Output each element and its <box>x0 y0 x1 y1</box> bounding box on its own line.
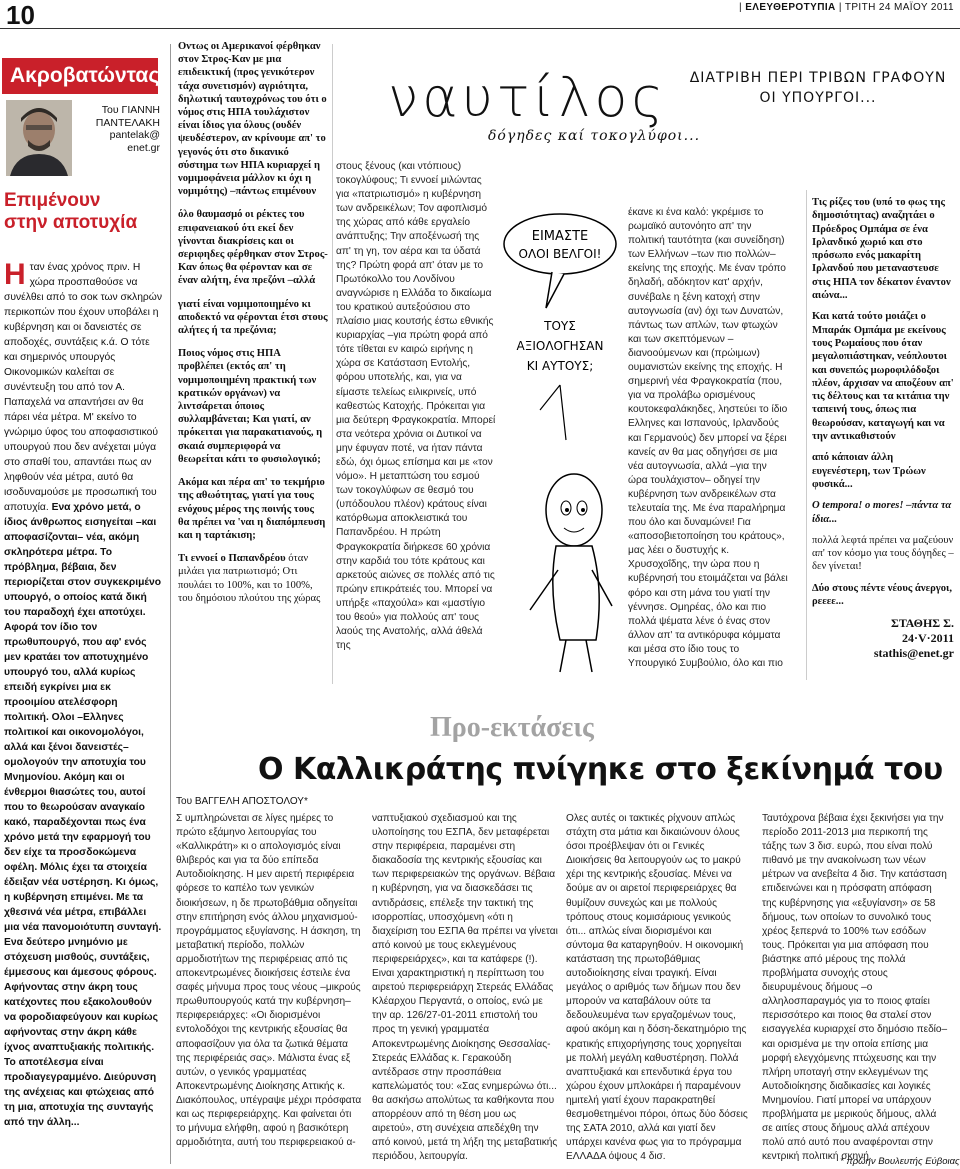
cartoon-bubble-text: ΚΙ ΑΥΤΟΥΣ; <box>526 359 594 373</box>
cartoon-bubble-text: ΟΛΟΙ ΒΕΛΓΟΙ! <box>518 247 602 261</box>
cartoon <box>500 210 620 680</box>
column-header: Ακροβατώντας <box>2 58 158 94</box>
column-text: στους ξένους (και ντόπιους) τοκογλύφους; Τι εννοεί μιλώντας για «πατριωτισμό» η κυβέρνηση των ανδρεικέλων; Τον αφοπλισμό της χώρας από κάθε εργαλείο ανάπτυξης; Την αποξένωσή της απ' τη γη, τον αέρα και τα ύδατά της? Πρώτη φορά απ' όταν με το Πρωτόκολλο του Λονδίνου αναγνώρισε η Ελλάδα το δικαίωμα του κρατικού αυτεξούσιου στο πλαίσιο μιας κουτσής έστω εθνικής κυριαρχίας –για πρώτη φορά από τότε τίθεται εν καιρώ ειρήνης η χώρα σε Κατάσταση Εντολής, φόρου υποτελής, και, για να είμαστε τελείως ειλικρινείς, υπό καθεστώς Κατοχής. Πρόκειται για μια δεύτερη Φραγκοκρατία. Μπορεί στα νεότερα χρόνια οι Δυτικοί να μην έφυγαν ποτέ, να ήταν πάντα εδώ, όχι όμως επίσημα και με «τον νόμο». Η μεταπτώση του εσμού των τοκογλύφων σε θεσμό του (υπόδουλου πλέον) κράτους είναι κατόρθωμα αποκλειστικά του Παπανδρέου. Η πρώτη Φραγκοκρατία διήρκεσε 60 χρόνια στην καρδιά του τότε κράτους και αρκετούς αιώνες σε πολλές από τις πρώην επικράτειές του. Μπορεί να υπήρξε «παχούλα» και «μαστίγιο του θεού» για πολλούς απ' τους λαούς της Ανατολής, αλλά άθελά της <box>336 161 496 652</box>
column-text: Οντως οι Αμερικανοί φέρθηκαν στον Στρος-Καν με μια επιδεικτική (προς γενικότερον τάχα συνετισμόν) αγριότητα, δηλωτική ταυτοχρόνως του ότι ο νόμος στις ΗΠΑ τουλάχιστον είναι ίδιος για όλους (ουδέν ψευδέστερον, αν κρίνουμε απ' το γεγονός ότι στο δικανικό σύστημα των ΗΠΑ κυριαρχεί η νομιμοφάνεια μάλλον κι όχι η νομιμότης) –πάντως επιμένουν όλο θαυμασμό οι ρέκτες του επιφανειακού ότι εκεί δεν γίνονται διακρίσεις και οι σεριφηδες φέρθηκαν στον Στρος-Καν όπως θα φέρονταν και σε έναν αλήτη, ένα πρεζόνι –αλλά γιατί είναι νομιμοποιημένο κι αποδεκτό να φέρονται έτσι στους αλήτες ή τα πρεζόνια; Ποιος νόμος στις ΗΠΑ προβλέπει (εκτός απ' τη νομιμοποιημένη πρακτική των κρατικών οργάνων) να λιντσάρεται όποιος συλλαμβάνεται; Και γιατί, αν πρόκειται για παρακατιανούς, η σκαιά συμπεριφορά να θεωρείται κάτι το φυσιολογικό; Ακόμα και πέρα απ' το τεκμήριο της αθωότητας, γιατί για τους ενόχους μέρος της ποινής τους θα πρέπει να 'ναι η διαπόμπευση και η ταρτάκιση; Τι εννοεί ο Παπανδρέου όταν μιλάει για πατριωτισμό; Οτι πουλάει το 100%, και το 100%, του δημόσιου πλούτου της χώρας <box>178 41 328 604</box>
column-subtitle: δόγηδες καί τοκογλύφοι... <box>488 128 701 144</box>
section-kicker: Προ-εκτάσεις <box>430 712 594 743</box>
banner-caption: ΔΙΑΤΡΙΒΗ ΠΕΡΙ ΤΡΙΒΩΝ ΓΡΑΦΟΥΝ ΟΙ ΥΠΟΥΡΓΟΙ... <box>689 70 947 106</box>
signature: ΣΤΑΘΗΣ Σ. 24·V·2011 stathis@enet.gr <box>873 616 954 661</box>
drop-cap: Η <box>4 258 26 291</box>
author-credit: Του ΓΙΑΝΝΗ ΠΑΝΤΕΛΑΚΗ pantelak@ enet.gr <box>95 104 160 154</box>
article-title: Επιμένουν στην αποτυχία <box>4 190 138 233</box>
article-column: ναπτυξιακού σχεδιασμού και της υλοποίησης του ΕΣΠΑ, δεν μεταφέρεται στην περιφέρεια, παραμένει στη διακαδοσία της κεντρικής εξουσίας και των περιφερειακών της οργάνων. Βέβαια η κυβέρνηση, για να διασκεδάσει τις αντιδράσεις, επέλεξε την τακτική της ισορροπίας, υποσχόμενη «ότι η διαχείριση του ΕΣΠΑ θα πρέπει να γίνεται από κοινού με τους εκλεγμένους περιφερειάρχες», και τα κατάφερε (!). Ειναι χαρακτηριστική η περίπτωση του αιρετού περιφερειάρχη Στερεάς Ελλάδας Κλέαρχου Περγαντά, ο οποίος, ενώ με την αρ. 126/27-01-2011 επιστολή του προς τη γενική γραμματέα Αποκεντρωμένης Διοίκησης Θεσσαλίας-Στερεάς Ελλάδας κ. Γερακούδη αντέδρασε στην προσπάθεια καπελώματός του: «Σας ενημερώνω ότι... θα ασκήσω απολύτως τα καθήκοντα που απορρέουν από τη θέση μου ως αιρετού», στη συνέχεια απεδέχθη την από κοινού, μετά τη λήξη της μεταβατικής περιόδου, λειτουργία. <box>372 813 558 1163</box>
column-text: έκανε κι ένα καλό: γκρέμισε το ρωμαϊκό αυτονόητο απ' την πολιτική ταυτότητα (και συνείδηση) των Ελλήνων –των πιο πολλών– εκείνης της εποχής. Με έναν τρόπο δηλαδή, αδόκητον κατ' αρχήν, συνέβαλε η ξένη κατοχή στην αυτογνωσία (αν) όχι των Δυνατών, πάντως των απλών, των φτωχών και των σκεπτόμενων –διανοούμενων και (πρώιμων) ουμανιστών εκείνης της εποχής. Η σημερινή νέα Φραγκοκρατία (που, για να προλάβω ορισμένους κουτοκεφαλάκηδες, ληστεύει το ίδιο Ελληνες και Ισπανούς, Ιρλανδούς και Γερμανούς) δεν μπορεί να ξέρει κανείς αν θα μας οδηγήσει σε μια νέα αυτογνωσία, αλλά –για την ώρα τουλάχιστον– οδηγεί την κυβέρνηση των ανδρεικέλων στα τελευταία της. Με ένα παραλήρημα που όλο και δυναμώνει! Για «αποσοβιετοποίηση του κράτους», μας λέει ο δυστυχής κ. Χρυσοχοΐδης, την ώρα που η κυβέρνησή του ετοιμάζεται να βάλει φόρο και στη μάνα του γιατί την γέννησε. Ομηρέας, όλο και πιο πολλά ψέματα λένε ό ένας στον άλλον απ' τα αντικόρυφα κόμματα και μέσα στο ίδιο τους το Υπουργικό Συμβούλιο, όλο και πιο <box>628 207 788 669</box>
column-text: Τις ρίζες του (υπό το φως της δημοσιότητας) αναζητάει ο Πρόεδρος Ομπάμα σε ένα Ιρλανδικό χωριό και στο πρόσωπο ενός μακαρίτη Ιρλανδού που μεταναστευσε στις ΗΠΑ τον δέκατον έναντον αιώνα... Και κατά τούτο μοιάζει ο Μπαράκ Ομπάμα με εκείνους τους Ρωμαίους που όταν μεγαλοπιάστηκαν, νεόπλουτοι και συνεπώς μωροφιλόδοξοι πλέον, άρχισαν να αποζέουν απ' τις δέλτους και τα κιτάπια την ταπεινή τους, όπως πια θεωρούσαν, καταγωγή και να την αντικαθιστούν από κάποιαν άλλη ευγενέστερη, των Τρώων φυσικά... O tempora! o mores! –πάντα τα ίδια... πολλά λεφτά πρέπει να μαζεύουν απ' τον κόσμο για τους δόγηδες –δεν γίνεται! Δύο στους πέντε νέους άνεργοι, ρεεεε... ΣΤΑΘΗΣ Σ. 24·V·2011 stathis@enet.gr <box>812 197 954 661</box>
byline: Του ΒΑΓΓΕΛΗ ΑΠΟΣΤΟΛΟΥ* <box>176 796 308 807</box>
article-body: Ηταν ένας χρόνος πριν. Η χώρα προσπαθούσε να συνέλθει από το σοκ των σκληρών περικοπών που έχουν υποβάλει η κυβέρνηση και οι δανειστές σε αποδοχές, συντάξεις κ.ά. Ο τότε και σημερινός υπουργός Οικονομικών καλείται σε συνέντευξη του από τον Α. Παπαχελά να απαντήσει αν θα πάρει νέα μέτρα. Μ' εκείνο το γνώριμο ύφος του αποφασιστικού υπουργού που δεν ανέχεται μύγα στο σπαθί του, απαντάει πως αν ληφθούν νέα μέτρα, αυτό θα ισοδυναμούσε με προσωπική του αποτυχία. Ενα χρόνο μετά, ο ίδιος άνθρωπος εισηγείται –και αποφασίζονται– νέα, ακόμη σκληρότερα μέτρα. Το πρόβλημα, βέβαια, δεν περιορίζεται στον συγκεκριμένο υπουργό, ο οποίος κατά δική του παραδοχή έχει αποτύχει. Αφορά τον ίδιο τον πρωθυπουργό, που αφ' ενός μεν κρατάει τον αποτυχημένο υπουργό του, αλλά κυρίως επειδή εγκρίνει μια εκ προοιμίου ατελέσφορη πολιτική. Ολοι –Ελληνες πολιτικοί και οικονομολόγοι, αλλά και ξένοι δανειστές– ομολογούν την αποτυχία του Μνημονίου. Ακόμη και οι ένθερμοι θιασώτες του, αυτοί που το θεωρούσαν αναγκαίο κακό, παραδέχονται πως ένα χρόνο μετά την εφαρμογή του δεν είχε τα προσδοκώμενα οφέλη. Μόλις έχει τα στοιχεία έδειξαν νέα υστέρηση. Κι όμως, η κυβέρνηση επιμένει. Με τα χθεσινά νέα μέτρα, επιβάλλει μια νέα πανομοιότυπη συνταγή. Ενα δεύτερο μνημόνιο με στόχευση μισθούς, συντάξεις, έμμεσους και άμεσους φόρους. Αφήνοντας στην άκρη τους κατέχοντες που εξακολουθούν να φοροδιαφεύγουν και κυρίως αφήνοντας στην άκρη κάθε ίχνος αναπτυξιακής πολιτικής. Το αποτέλεσμα είναι προδιαγεγραμμένο. Διεύρυνση της ανέχειας και φτώχειας από τη μια, αποτυχία της συνταγής από την άλλη... <box>4 258 162 1128</box>
cartoon-bubble-text: ΑΞΙΟΛΟΓΗΣΑΝ <box>516 339 604 353</box>
header-rule <box>0 28 960 29</box>
masthead-line: | ΕΛΕΥΘΕΡΟΤΥΠΙΑ | ΤΡΙΤΗ 24 ΜΑΪΟΥ 2011 <box>739 2 954 13</box>
paper-name: ΕΛΕΥΘΕΡΟΤΥΠΙΑ <box>745 2 836 13</box>
column-divider <box>170 44 171 1164</box>
article-column: Ολες αυτές οι τακτικές ρίχνουν απλώς στάχτη στα μάτια και δικαιώνουν όλους όσοι προέβλεψαν ότι οι Γενικές Διοικήσεις θα λειτουργούν ως το μακρύ χέρι της κεντρικής εξουσίας. Μένει να δούμε αν οι αιρετοί περιφερειάρχες θα θυμίζουν συνεχώς και με πολλούς τρόπους στους κομισάριους γενικούς ότι... απλώς είναι διορισμένοι και σύντομα θα καταργηθούν. Η οικονομική κατάσταση της πρωτοβάθμιας αυτοδιοίκησης είναι τραγική. Είναι μεγάλος ο αριθμός των δήμων που δεν μπορούν να καταβάλουν ούτε τα δεδουλευμένα των εργαζομένων τους, αφού ακόμη και η δόση-δεκατημόριο της κρατικής επιχορήγησης τους χορηγείται με πολλή μεγάλη καθυστέρηση. Πολλά αναπτυξιακά και επενδυτικά έργα του χώρου έχουν μπλοκάρει ή παραμένουν ημιτελή γιατί έχουν παρακρατηθεί θεσμοθετημένοι πόροι, όπως δύο δόσεις της ΣΑΤΑ 2010, αλλά και γιατί δεν υπάρχει κανένα φως για το πρόγραμμα ΕΛΛΑΔΑ όψους 4 δισ. <box>566 813 748 1163</box>
cartoon-bubble-text: ΤΟΥΣ <box>544 319 576 333</box>
article-column: Σ υμπληρώνεται σε λίγες ημέρες το πρώτο εξάμηνο λειτουργίας του «Καλλικράτη» κι ο απολογισμός είναι θλιβερός και για τα δύο επίπεδα Αυτοδιοίκησης. Η μεν αιρετή περιφέρεια φόρεσε το καπέλο των γενικών διοικήσεων, η δε πρωτοβάθμια οδηγείται στην επιτήρηση ενός άλλου μηχανισμού- προγράμματος εξυγίανσης. Η άσκηση, τη μεταβατική περίοδο, πολλών αρμοδιοτήτων της περιφέρειας από τις αποκεντρωμένες διοικήσεις έστειλε ένα σαφές μήνυμα προς τους νέους –μικρούς πρωθυπουργούς κατά την κυβέρνηση– περιφερειάρχες: «Οι διορισμένοι εντολοδόχοι της κεντρικής εξουσίας θα αποφασίζουν για όλα τα ζωτικά θέματα της περιφέρειάς σας». Μάλιστα ένας εξ αυτών, ο γενικός γραμματέας Αποκεντρωμένης Διοίκησης Αττικής κ. Διακόπουλος, υπέγραψε μέχρι πρόσφατα και ως περιφερειάρχης. Και φαίνεται ότι το μήνυμα ελήφθη, αφού η βασικότερη αρμοδιότητα, αυτή του περιφερειακού α- <box>176 813 362 1149</box>
issue-date: ΤΡΙΤΗ 24 ΜΑΪΟΥ 2011 <box>844 2 954 13</box>
column-divider <box>806 190 807 680</box>
headline: Ο Καλλικράτης πνίγηκε στο ξεκίνημά του <box>258 752 943 787</box>
article-column: Ταυτόχρονα βέβαια έχει ξεκινήσει για την περίοδο 2011-2013 μια περικοπή της τάξης των 3 δισ. ευρώ, που είναι πολύ πιθανό με την ανακοίνωση των νέων μέτρων να ανεβείτα 4 δισ. Την κατάσταση επιδεινώνει και η πρόσφατη απόφαση της κυβέρνησης για «εξυγίανση» σε 58 δήμους, των οποίων το συνολικό τους χρέος ξεπερνά το 100% των εσόδων τους. Πρόκειται για μια απόφαση που βιάστηκε από μέρους της πολλά προβλήματα συνοχής στους διευρυμένους δήμους –ο αλληλοσπαραγμός για το ποιος φταίει περισσότερο και ποιος θα σταλεί στον εισαγγελέα κυριαρχεί στο δημόσιο πεδίο– και ορισμένα με την οποία επίσης μια μορφή ελεγχόμενης πτώχευσης και την πλήρη υποταγή στην εκλεγμένων της Αυτοδιοίκησης διαδικασίες και λογικές Μνημονίου. Γιατί μπορεί να υπάρχουν προβλήματα με μερικούς δήμους, αλλά σε αιτίες στους δήμους αλλά απέχουν πολύ από αυτό που αναφέρονται στην κεντρική πολιτική σκηνή. <box>762 813 948 1163</box>
author-photo <box>6 100 72 176</box>
column-logo: ναυτίλος <box>388 66 668 129</box>
footnote: * πρώην Βουλευτής Εύβοιας <box>840 1156 960 1167</box>
page-number: 10 <box>6 0 35 30</box>
cartoon-bubble-text: ΕΙΜΑΣΤΕ <box>531 229 589 244</box>
column-divider <box>332 44 333 684</box>
